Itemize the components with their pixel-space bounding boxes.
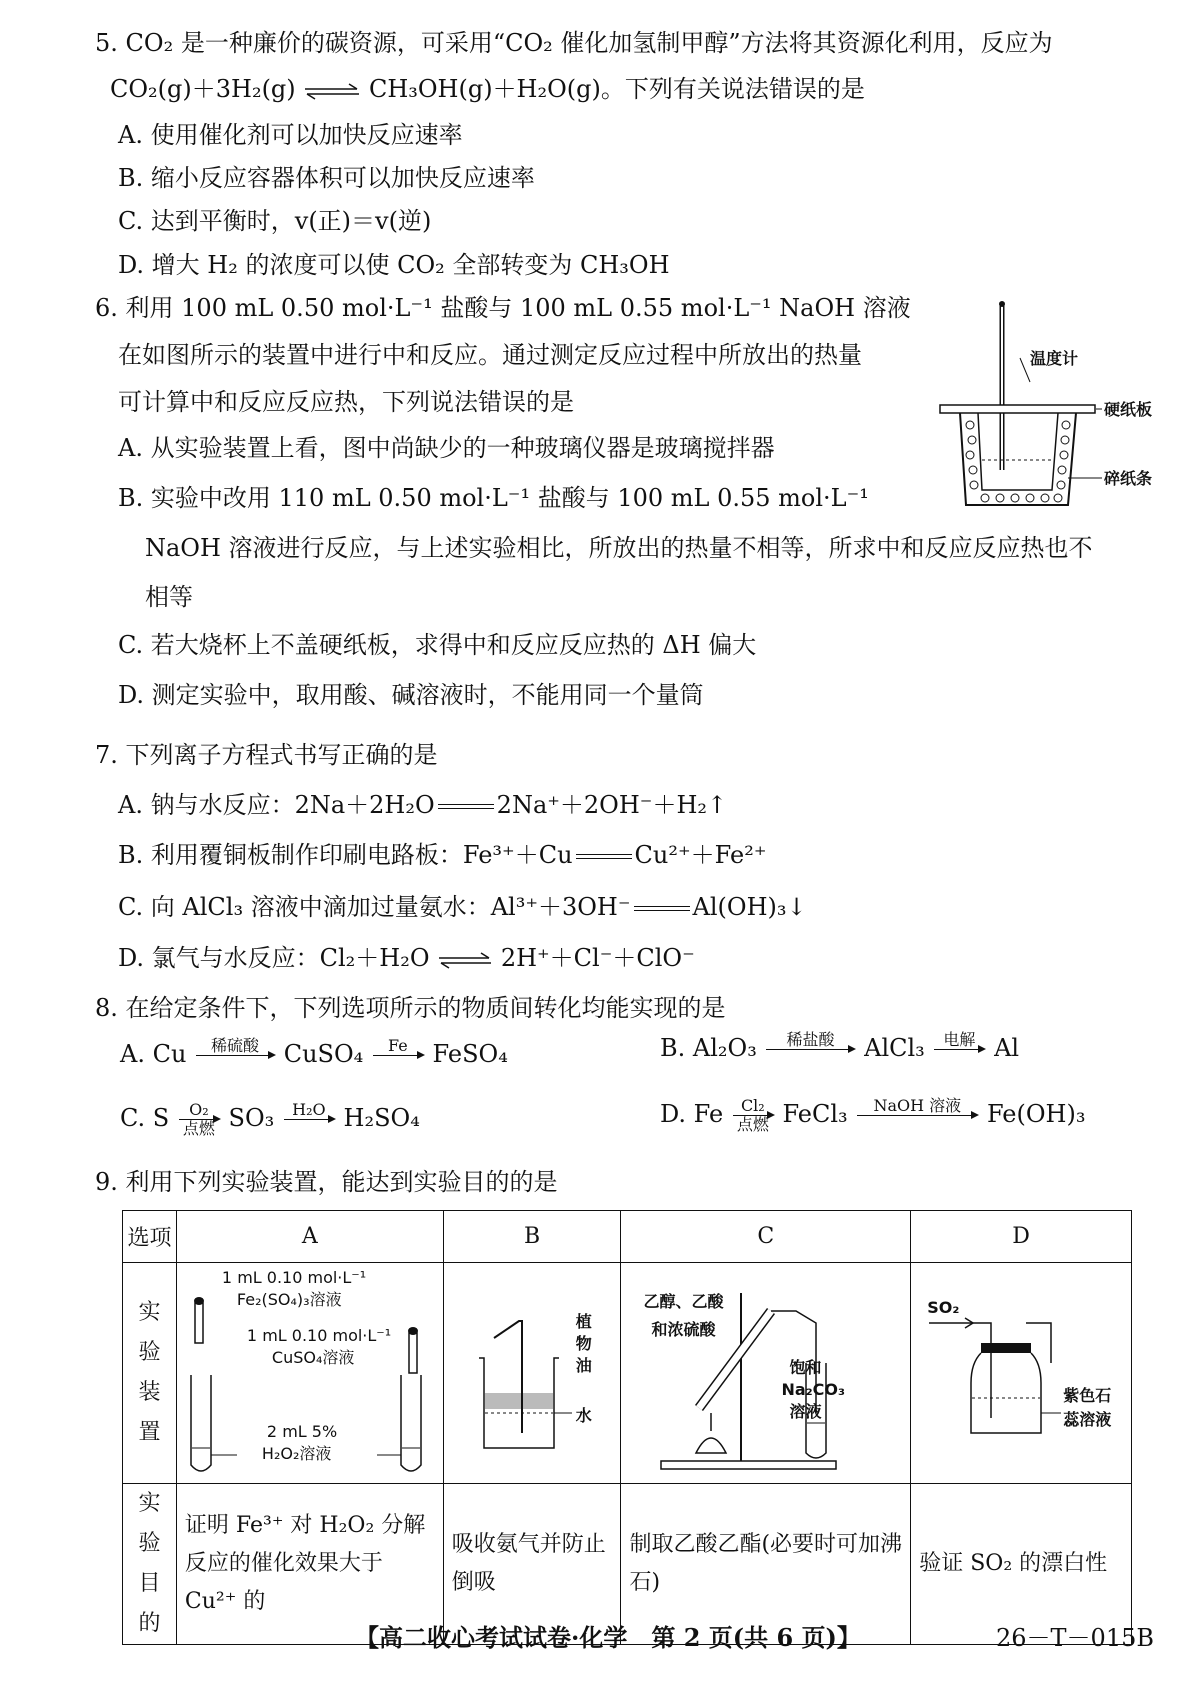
label-c1: 乙醇、乙酸 [643,1292,724,1311]
q5-option-c: C. 达到平衡时，v(正)＝v(逆) [118,207,432,235]
arrow-icon [857,1115,977,1116]
purpose-b: 吸收氨气并防止倒吸 [443,1484,621,1645]
label-thermometer: 温度计 [1030,349,1079,368]
label-c5: 溶液 [789,1402,822,1421]
q6-option-b-line3: 相等 [145,583,193,611]
table-header-row [123,1211,1132,1263]
purpose-c: 制取乙酸乙酯(必要时可加沸石) [621,1484,911,1645]
device-c [621,1263,911,1484]
row-label: 实验目的 [123,1484,177,1645]
q6-option-c: C. 若大烧杯上不盖硬纸板，求得中和反应反应热的 ΔH 偏大 [118,631,757,659]
q7-option-c: C. 向 AlCl₃ 溶液中滴加过量氨水：Al³⁺＋3OH⁻ Al(OH)₃↓ [118,893,807,921]
label-oil: 植物油 [575,1312,592,1375]
device-b [443,1263,621,1484]
q8-stem: 8. 在给定条件下，下列选项所示的物质间转化均能实现的是 [95,994,726,1022]
q9-stem: 9. 利用下列实验装置，能达到实验目的的是 [95,1168,558,1196]
purpose-a: 证明 Fe³⁺ 对 H₂O₂ 分解反应的催化效果大于 Cu²⁺ 的 [176,1484,443,1645]
q5-option-a: A. 使用催化剂可以加快反应速率 [118,121,463,149]
arrow-icon [179,1119,219,1120]
table-header-cell: B [443,1211,621,1263]
q7-stem: 7. 下列离子方程式书写正确的是 [95,741,438,769]
label-a4: CuSO₄溶液 [271,1348,355,1367]
label-c3: 饱和 [789,1358,822,1377]
label-c4: Na₂CO₃ [781,1380,845,1399]
q5-equation: CO₂(g)＋3H₂(g) CH₃OH(g)＋H₂O(g)。下列有关说法错误的是 [110,75,865,103]
device-a [176,1263,443,1484]
table-row-device [123,1263,1132,1484]
label-d1: 紫色石 [1063,1386,1112,1405]
q6-stem-line1: 6. 利用 100 mL 0.50 mol·L⁻¹ 盐酸与 100 mL 0.55 mol·L⁻¹ NaOH 溶液 [95,294,911,322]
q6-stem-line3: 可计算中和反应反应热，下列说法错误的是 [118,388,574,416]
q7-option-a: A. 钠与水反应：2Na＋2H₂O 2Na⁺＋2OH⁻＋H₂↑ [118,791,728,819]
q8-option-c: C. S O₂ 点燃 SO₃ H₂O H₂SO₄ [120,1100,420,1138]
table-header-cell: C [621,1211,911,1263]
label-a1: 1 mL 0.10 mol·L⁻¹ [221,1268,367,1287]
label-a5: 2 mL 5% [266,1422,338,1441]
label-d2: 蕊溶液 [1063,1410,1112,1429]
label-so2: SO₂ [927,1298,960,1317]
q6-option-b-line1: B. 实验中改用 110 mL 0.50 mol·L⁻¹ 盐酸与 100 mL 0.55 mol·L⁻¹ [118,484,869,512]
arrow-icon [934,1049,984,1050]
purpose-d: 验证 SO₂ 的漂白性 [911,1484,1132,1645]
label-a3: 1 mL 0.10 mol·L⁻¹ [246,1326,392,1345]
label-cardboard: 硬纸板 [1104,400,1153,419]
footer-code: 26－T－015B [996,1624,1154,1652]
q5-option-b: B. 缩小反应容器体积可以加快反应速率 [118,164,535,192]
q6-option-a: A. 从实验装置上看，图中尚缺少的一种玻璃仪器是玻璃搅拌器 [118,434,775,462]
q8-option-d: D. Fe Cl₂ 点燃 FeCl₃ NaOH 溶液 Fe(OH)₃ [660,1096,1086,1134]
q8-option-a: A. Cu 稀硫酸 CuSO₄ Fe FeSO₄ [120,1036,508,1068]
arrow-icon [766,1049,854,1050]
table-header-cell: A [176,1211,443,1263]
device-d [911,1263,1132,1484]
q6-option-b-line2: NaOH 溶液进行反应，与上述实验相比，所放出的热量不相等，所求中和反应反应热也不 [145,534,1093,562]
arrow-icon [284,1119,334,1120]
q9-table [122,1210,1132,1645]
arrow-icon [373,1055,423,1056]
q7-option-d: D. 氯气与水反应：Cl₂＋H₂O 2H⁺＋Cl⁻＋ClO⁻ [118,944,695,972]
q6-stem-line2: 在如图所示的装置中进行中和反应。通过测定反应过程中所放出的热量 [118,341,862,369]
equilibrium-arrow-icon [303,82,361,100]
equilibrium-arrow-icon [437,951,493,969]
table-header-cell: D [911,1211,1132,1263]
equals-sign-icon [634,903,690,914]
footer-title: 【高二收心考试试卷·化学 第 2 页(共 6 页)】 [355,1623,861,1652]
q8-option-b: B. Al₂O₃ 稀盐酸 AlCl₃ 电解 Al [660,1030,1020,1062]
arrow-icon [733,1115,773,1116]
q5-stem: 5. CO₂ 是一种廉价的碳资源，可采用“CO₂ 催化加氢制甲醇”方法将其资源化利用，反应为 [95,29,1053,57]
equals-sign-icon [438,801,494,812]
q5-option-d: D. 增大 H₂ 的浓度可以使 CO₂ 全部转变为 CH₃OH [118,251,670,279]
label-a6: H₂O₂溶液 [261,1444,332,1463]
arrow-icon [196,1055,274,1056]
label-paper-strips: 碎纸条 [1104,469,1153,488]
equals-sign-icon [576,851,632,862]
label-a2: Fe₂(SO₄)₃溶液 [236,1290,342,1309]
row-label: 实验装置 [123,1263,177,1484]
table-header-cell: 选项 [123,1211,177,1263]
label-c2: 和浓硫酸 [651,1320,716,1339]
label-water: 水 [575,1406,592,1425]
q7-option-b: B. 利用覆铜板制作印刷电路板：Fe³⁺＋Cu Cu²⁺＋Fe²⁺ [118,841,767,869]
q6-option-d: D. 测定实验中，取用酸、碱溶液时，不能用同一个量筒 [118,681,704,709]
